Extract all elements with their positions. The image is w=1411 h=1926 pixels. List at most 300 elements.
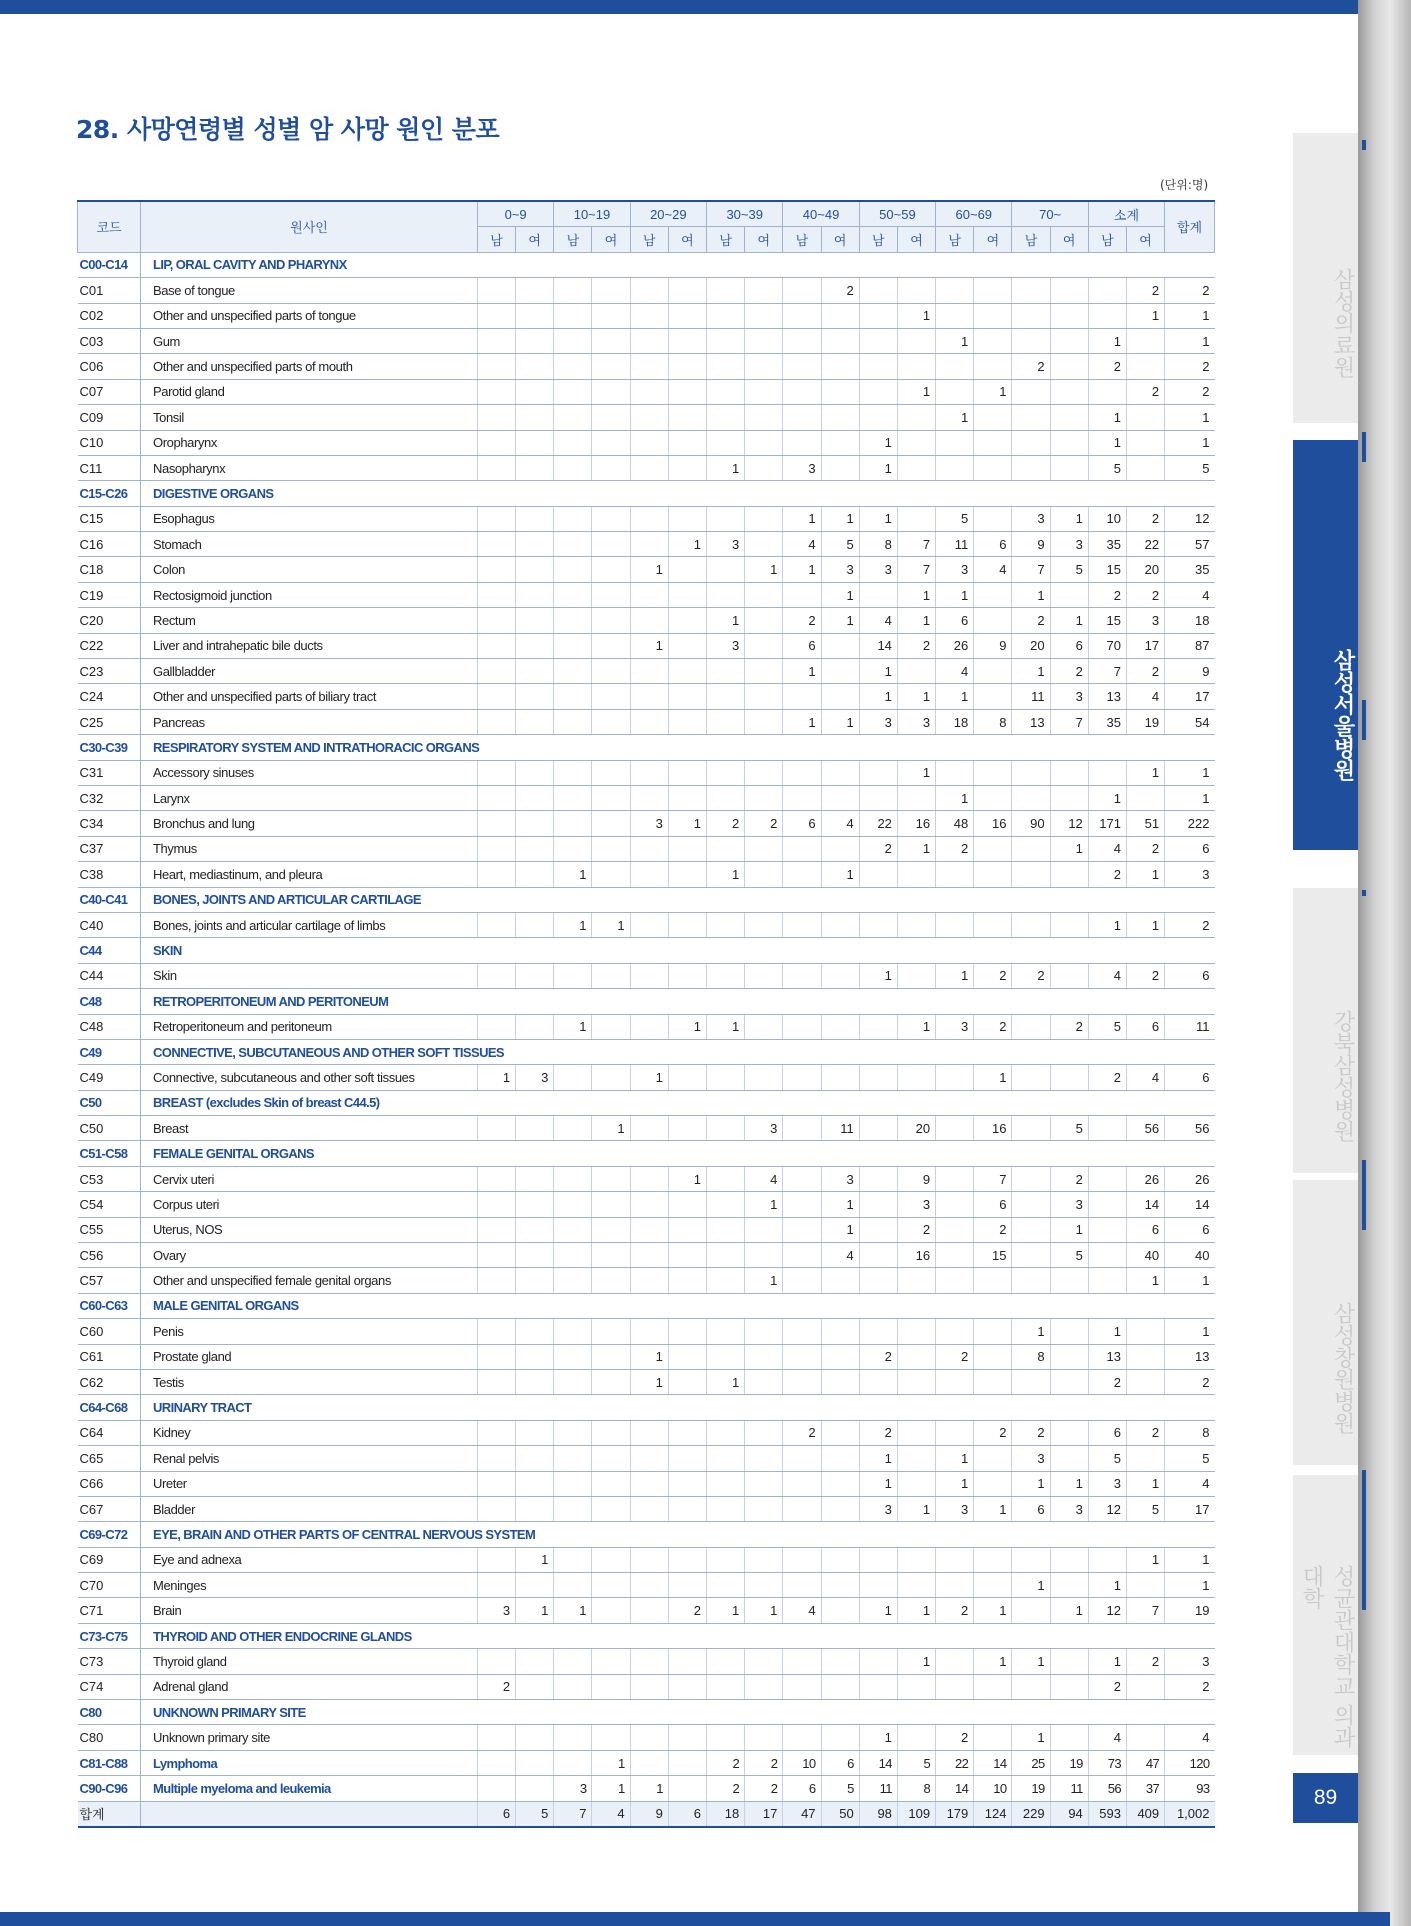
cell-value: 57 [1165, 532, 1215, 557]
cell-value: 4 [1165, 1725, 1215, 1750]
cell-value [477, 709, 515, 734]
cell-value [1088, 1547, 1126, 1572]
cell-value [554, 430, 592, 455]
table-row [78, 963, 1215, 988]
cell-value [707, 912, 745, 937]
cell-value: 6 [668, 1801, 706, 1827]
row-cause-name: Bladder [141, 1496, 478, 1521]
table-row [78, 1344, 1215, 1369]
cell-value [477, 1547, 515, 1572]
cell-value [516, 1750, 554, 1775]
cell-value [897, 1446, 935, 1471]
cell-value [745, 608, 783, 633]
cell-value [516, 862, 554, 887]
cell-value: 26 [1165, 1166, 1215, 1191]
cell-value [897, 1471, 935, 1496]
cell-value: 1 [516, 1547, 554, 1572]
cell-value [592, 582, 630, 607]
cell-value [783, 430, 821, 455]
cell-value: 2 [974, 1217, 1012, 1242]
cell-value [1126, 430, 1164, 455]
header-code: 코드 [78, 201, 141, 252]
row-cause-name: Rectum [141, 608, 478, 633]
cell-value [936, 1369, 974, 1394]
cell-value [821, 1014, 859, 1039]
cell-value [707, 659, 745, 684]
cell-value [897, 278, 935, 303]
cell-value: 4 [783, 1598, 821, 1623]
cell-value: 1 [859, 1598, 897, 1623]
cell-value: 1 [1165, 760, 1215, 785]
cell-value: 2 [859, 836, 897, 861]
cell-value [668, 1776, 706, 1801]
cell-value: 6 [783, 811, 821, 836]
cell-value [668, 1192, 706, 1217]
cell-value [554, 1065, 592, 1090]
table-row [78, 785, 1215, 810]
cell-value: 3 [1165, 1649, 1215, 1674]
row-code: C02 [78, 303, 141, 328]
cell-value [630, 836, 668, 861]
cell-value: 8 [859, 532, 897, 557]
cell-value [592, 1649, 630, 1674]
cell-value [630, 1674, 668, 1699]
table-row [78, 1243, 1215, 1268]
spine-accent [1362, 1160, 1366, 1230]
cell-value: 1 [668, 1014, 706, 1039]
cell-value [821, 1446, 859, 1471]
cell-value [592, 608, 630, 633]
cell-value: 2 [707, 811, 745, 836]
cell-value [974, 1319, 1012, 1344]
cell-value: 6 [1126, 1014, 1164, 1039]
cell-value: 2 [477, 1674, 515, 1699]
cell-value: 5 [1088, 1446, 1126, 1471]
table-row [78, 455, 1215, 480]
cell-value: 3 [1050, 684, 1088, 709]
cell-value [516, 328, 554, 353]
cell-value: 1 [1050, 1598, 1088, 1623]
cell-value [1012, 1166, 1050, 1191]
cell-value [707, 836, 745, 861]
table-row [78, 912, 1215, 937]
table-row [78, 1192, 1215, 1217]
group-row [78, 1039, 1215, 1064]
cell-value [1050, 379, 1088, 404]
total-row [78, 1801, 1215, 1827]
cell-value [1088, 1116, 1126, 1141]
cell-value [554, 582, 592, 607]
cell-value [1012, 1065, 1050, 1090]
table-row [78, 582, 1215, 607]
row-cause-name: Adrenal gland [141, 1674, 478, 1699]
table-row [78, 1369, 1215, 1394]
cell-value: 1 [859, 1471, 897, 1496]
cell-value [1088, 1268, 1126, 1293]
row-cause-name: Ovary [141, 1243, 478, 1268]
cell-value [783, 862, 821, 887]
cell-value [668, 557, 706, 582]
side-tab-4[interactable]: 성균관대학교 의과대학 [1293, 1475, 1358, 1755]
cell-value: 1 [1050, 506, 1088, 531]
cell-value [630, 1573, 668, 1598]
row-code: C40 [78, 912, 141, 937]
cell-value: 1 [1012, 1319, 1050, 1344]
cell-value: 1 [783, 557, 821, 582]
cell-value [1012, 1192, 1050, 1217]
side-tab-1[interactable]: 삼성서울병원 [1293, 440, 1358, 850]
cell-value [630, 405, 668, 430]
cell-value [1050, 1268, 1088, 1293]
row-code: C03 [78, 328, 141, 353]
cell-value: 13 [1012, 709, 1050, 734]
cell-value [745, 379, 783, 404]
cell-value [592, 557, 630, 582]
cell-value [668, 608, 706, 633]
cell-value [897, 1369, 935, 1394]
cell-value [668, 1420, 706, 1445]
table-row [78, 1496, 1215, 1521]
header-age-group: 20~29 [630, 201, 706, 227]
cell-value [668, 1471, 706, 1496]
cell-value [707, 785, 745, 810]
cell-value [707, 1166, 745, 1191]
cell-value [592, 1369, 630, 1394]
cell-value [707, 963, 745, 988]
row-code: C06 [78, 354, 141, 379]
cell-value [668, 862, 706, 887]
cell-value [783, 1344, 821, 1369]
cell-value: 2 [1165, 912, 1215, 937]
cell-value [1050, 430, 1088, 455]
row-code: C56 [78, 1243, 141, 1268]
cell-value [1050, 1573, 1088, 1598]
cell-value: 4 [821, 1243, 859, 1268]
cell-value: 1 [668, 1166, 706, 1191]
cell-value [592, 1420, 630, 1445]
cell-value [592, 836, 630, 861]
cell-value: 1 [668, 811, 706, 836]
cell-value: 40 [1165, 1243, 1215, 1268]
cell-value [516, 557, 554, 582]
cell-value [554, 811, 592, 836]
cell-value [477, 1243, 515, 1268]
cell-value [821, 379, 859, 404]
cell-value [745, 1319, 783, 1344]
cell-value: 7 [897, 532, 935, 557]
cell-value: 2 [1126, 379, 1164, 404]
cell-value: 3 [707, 633, 745, 658]
cell-value [630, 709, 668, 734]
cell-value: 2 [1165, 1369, 1215, 1394]
cell-value: 3 [1050, 532, 1088, 557]
cell-value: 2 [1088, 582, 1126, 607]
cell-value [668, 1547, 706, 1572]
cell-value [592, 1344, 630, 1369]
cell-value [554, 633, 592, 658]
cell-value [668, 1065, 706, 1090]
cell-value [630, 760, 668, 785]
cell-value [630, 912, 668, 937]
cell-value: 1 [974, 1496, 1012, 1521]
header-age-group: 40~49 [783, 201, 859, 227]
cell-value [783, 1217, 821, 1242]
group-row [78, 1141, 1215, 1166]
cell-value [516, 1268, 554, 1293]
table-row [78, 1446, 1215, 1471]
header-male: 남 [707, 227, 745, 252]
cell-value [1012, 1116, 1050, 1141]
cell-value: 2 [859, 1344, 897, 1369]
cell-value [707, 506, 745, 531]
cell-value [1012, 1217, 1050, 1242]
cell-value [668, 709, 706, 734]
cell-value [745, 659, 783, 684]
cell-value [592, 405, 630, 430]
cell-value: 3 [936, 1014, 974, 1039]
cell-value [1050, 1649, 1088, 1674]
cell-value: 22 [936, 1750, 974, 1775]
row-code: C66 [78, 1471, 141, 1496]
side-tab-3[interactable]: 삼성창원병원 [1293, 1180, 1358, 1465]
table-row [78, 1598, 1215, 1623]
table-row [78, 659, 1215, 684]
cell-value [1050, 328, 1088, 353]
row-cause-name: Tonsil [141, 405, 478, 430]
cell-value [554, 1573, 592, 1598]
cell-value: 94 [1050, 1801, 1088, 1827]
cell-value [592, 1217, 630, 1242]
cell-value: 2 [1126, 836, 1164, 861]
cell-value: 14 [1165, 1192, 1215, 1217]
cell-value [630, 963, 668, 988]
cell-value: 12 [1050, 811, 1088, 836]
cell-value [592, 1243, 630, 1268]
cell-value: 20 [897, 1116, 935, 1141]
cell-value [554, 379, 592, 404]
cell-value: 2 [1126, 1649, 1164, 1674]
cell-value [1050, 1420, 1088, 1445]
cell-value [592, 659, 630, 684]
cell-value [592, 1065, 630, 1090]
cell-value [974, 1471, 1012, 1496]
cell-value [1088, 303, 1126, 328]
header-male: 남 [554, 227, 592, 252]
cell-value: 2 [783, 608, 821, 633]
row-code: C57 [78, 1268, 141, 1293]
cell-value [1050, 405, 1088, 430]
cell-value: 2 [936, 1725, 974, 1750]
cell-value: 1 [554, 912, 592, 937]
cell-value [745, 1573, 783, 1598]
row-code: C64 [78, 1420, 141, 1445]
row-cause-name: Bronchus and lung [141, 811, 478, 836]
row-code: C22 [78, 633, 141, 658]
header-female: 여 [516, 227, 554, 252]
cell-value: 3 [630, 811, 668, 836]
cell-value: 4 [859, 608, 897, 633]
cell-value [936, 760, 974, 785]
cell-value: 1 [821, 582, 859, 607]
cell-value: 4 [821, 811, 859, 836]
cell-value [821, 760, 859, 785]
cell-value [897, 785, 935, 810]
cell-value [477, 1192, 515, 1217]
cell-value [477, 659, 515, 684]
cell-value: 2 [1012, 1420, 1050, 1445]
row-code: C25 [78, 709, 141, 734]
cell-value [936, 1319, 974, 1344]
header-male: 남 [630, 227, 668, 252]
row-cause-name: Corpus uteri [141, 1192, 478, 1217]
cell-value [477, 760, 515, 785]
cell-value: 3 [1050, 1192, 1088, 1217]
row-cause-name: Heart, mediastinum, and pleura [141, 862, 478, 887]
cell-value [821, 1319, 859, 1344]
cell-value [1012, 430, 1050, 455]
row-code: C50 [78, 1090, 141, 1115]
row-group-name: RESPIRATORY SYSTEM AND INTRATHORACIC ORGANS [141, 735, 1215, 760]
cell-value [668, 1725, 706, 1750]
cell-value [554, 455, 592, 480]
row-cause-name: Other and unspecified parts of biliary tract [141, 684, 478, 709]
cell-value: 1 [821, 1217, 859, 1242]
cell-value [974, 328, 1012, 353]
cell-value [630, 1496, 668, 1521]
cell-value: 5 [1050, 1243, 1088, 1268]
cell-value: 2 [1088, 1369, 1126, 1394]
cell-value [592, 506, 630, 531]
cell-value: 1 [1165, 405, 1215, 430]
cell-value: 70 [1088, 633, 1126, 658]
cell-value [897, 1725, 935, 1750]
cell-value: 37 [1126, 1776, 1164, 1801]
cell-value [1126, 1573, 1164, 1598]
row-code: C73-C75 [78, 1623, 141, 1648]
cell-value: 22 [859, 811, 897, 836]
cell-value: 1 [974, 379, 1012, 404]
cell-value [745, 684, 783, 709]
cell-value [516, 1369, 554, 1394]
cell-value [1012, 1547, 1050, 1572]
cell-value: 1 [783, 506, 821, 531]
cell-value [1012, 405, 1050, 430]
cell-value [630, 1420, 668, 1445]
cell-value [477, 582, 515, 607]
table-row [78, 303, 1215, 328]
cell-value: 18 [1165, 608, 1215, 633]
side-tab-0[interactable]: 삼성의료원 [1293, 133, 1358, 423]
cell-value [783, 963, 821, 988]
cell-value [592, 455, 630, 480]
cell-value [859, 1268, 897, 1293]
cell-value [477, 836, 515, 861]
table-row [78, 1725, 1215, 1750]
cell-value [821, 1369, 859, 1394]
cell-value [516, 532, 554, 557]
row-code: C70 [78, 1573, 141, 1598]
cell-value [783, 1547, 821, 1572]
cell-value: 2 [1165, 379, 1215, 404]
cell-value: 1 [783, 659, 821, 684]
row-group-name: LIP, ORAL CAVITY AND PHARYNX [141, 252, 1215, 277]
cell-value [592, 684, 630, 709]
cell-value: 47 [1126, 1750, 1164, 1775]
cell-value [745, 278, 783, 303]
cell-value [745, 1014, 783, 1039]
row-code: C44 [78, 963, 141, 988]
header-male: 남 [1088, 227, 1126, 252]
cell-value: 1 [821, 1192, 859, 1217]
cell-value: 7 [1088, 659, 1126, 684]
cell-value [1050, 1674, 1088, 1699]
side-tab-2[interactable]: 강북삼성병원 [1293, 888, 1358, 1173]
cell-value: 124 [974, 1801, 1012, 1827]
cell-value [707, 379, 745, 404]
cell-value: 229 [1012, 1801, 1050, 1827]
group-row [78, 1700, 1215, 1725]
row-cause-name: Cervix uteri [141, 1166, 478, 1191]
cell-value [516, 709, 554, 734]
cell-value [821, 1471, 859, 1496]
table-row [78, 1065, 1215, 1090]
cell-value [859, 1166, 897, 1191]
cell-value [592, 1725, 630, 1750]
cell-value [1012, 1369, 1050, 1394]
cell-value: 2 [897, 633, 935, 658]
row-cause-name: Meninges [141, 1573, 478, 1598]
cell-value: 1 [592, 1776, 630, 1801]
cell-value [592, 811, 630, 836]
cell-value: 2 [1126, 963, 1164, 988]
cell-value [707, 1725, 745, 1750]
cell-value [821, 430, 859, 455]
cell-value [1050, 455, 1088, 480]
cell-value: 17 [1165, 684, 1215, 709]
cell-value [783, 1446, 821, 1471]
cell-value [783, 303, 821, 328]
cell-value [897, 354, 935, 379]
cell-value [477, 608, 515, 633]
header-male: 남 [859, 227, 897, 252]
cell-value: 1 [1050, 1217, 1088, 1242]
cell-value: 9 [630, 1801, 668, 1827]
cell-value [1012, 379, 1050, 404]
cell-value [668, 582, 706, 607]
cell-value [554, 1319, 592, 1344]
cell-value: 1 [897, 1014, 935, 1039]
cell-value: 2 [1126, 1420, 1164, 1445]
cell-value: 6 [936, 608, 974, 633]
row-group-name: MALE GENITAL ORGANS [141, 1293, 1215, 1318]
cell-value: 7 [974, 1166, 1012, 1191]
cell-value [974, 506, 1012, 531]
cell-value: 2 [897, 1217, 935, 1242]
cell-value [554, 405, 592, 430]
cell-value [668, 684, 706, 709]
cell-value: 1 [897, 1598, 935, 1623]
row-code: C81-C88 [78, 1750, 141, 1775]
cell-value [592, 354, 630, 379]
cell-value [630, 532, 668, 557]
cell-value: 1 [592, 1116, 630, 1141]
cell-value: 1 [936, 328, 974, 353]
cell-value: 13 [1088, 684, 1126, 709]
cell-value [783, 684, 821, 709]
cell-value [936, 862, 974, 887]
cell-value [477, 455, 515, 480]
cell-value: 1 [1126, 912, 1164, 937]
